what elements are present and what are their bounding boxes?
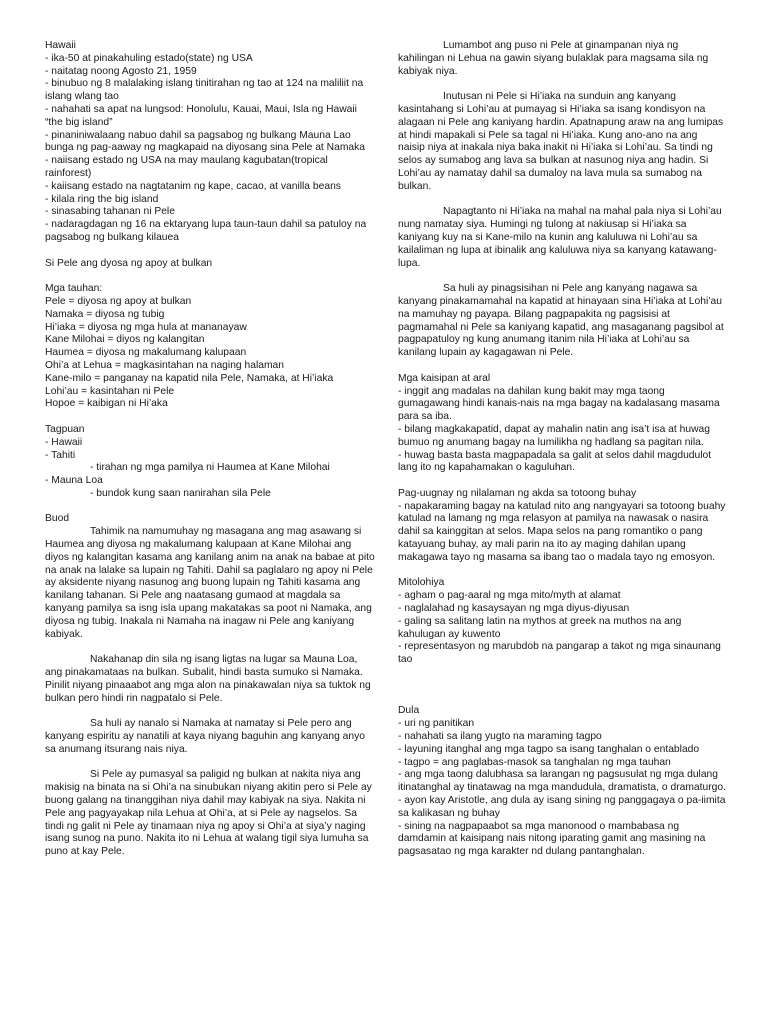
mitolohiya-item: - galing sa salitang latin na mythos at greek na muthos na ang kahulugan ay kuwento (398, 615, 685, 640)
hawaii-fact: - ika-50 at pinakahuling estado(state) ng USA (45, 52, 253, 64)
buod-title: Buod (45, 513, 70, 525)
kaisipan-item: - bilang magkakapatid, dapat ay mahalin natin ang isa’t isa at huwag bumuo ng anumang bagay na lumilikha ng hadlang sa pagitan nila. (398, 423, 713, 448)
hawaii-fact: - pinaniniwalaang nabuo dahil sa pagsabog ng bulkang Mauna Lao bunga ng pag-aaway ng magkapaid na diyosang sina Pele at Namaka (45, 129, 365, 154)
pag-uugnay-text: - napakaraming bagay na katulad nito ang nangyayari sa totoong buahy katulad na lamang ng mga relasyon at pamilya na nawasak o nasira dahil sa kainggitan at selos. Mapa selos na pang romantiko o pang katayuang buhay, ay mali parin na ito ay maging dahilan upang makagawa tayo ng masama sa ibang tao o madala tayo ng emosyon. (398, 500, 729, 563)
buod-paragraph: Sa huli ay nanalo si Namaka at namatay si Pele pero ang kanyang espiritu ay nanatili at kaya niyang baguhin ang kanyang anyo sa anumang itsurang nais niya. (45, 718, 368, 755)
tagpuan-item: - Tahiti (45, 449, 76, 461)
tauhan-item: Namaka = diyosa ng tubig (45, 308, 165, 320)
dula-item: - nahahati sa ilang yugto na maraming tagpo (398, 731, 602, 743)
dula-item: - ang mga taong dalubhasa sa larangan ng pagsusulat ng mga dulang itinatanghal ay tinatawag na mga mandudula, dramatista, o dramaturgo. (398, 769, 726, 794)
tagpuan-subitem: - bundok kung saan nanirahan sila Pele (90, 487, 271, 499)
tagpuan-title: Tagpuan (45, 423, 85, 435)
hawaii-fact: - kilala ring the big island (45, 193, 159, 205)
tauhan-item: Pele = diyosa ng apoy at bulkan (45, 295, 192, 307)
hawaii-fact: - nahahati sa apat na lungsod: Honolulu, Kauai, Maui, Isla ng Hawaii “the big island” (45, 103, 360, 128)
hawaii-fact: - binubuo ng 8 malalaking islang tinitirahan ng tao at 124 na maliliit na islang wlang tao (45, 78, 367, 103)
story-paragraph: Lumambot ang puso ni Pele at ginampanan niya ng kahilingan ni Lehua na gawin siyang bulaklak para magsama sila ng kabiyak niya. (398, 40, 712, 77)
tagpuan-subitem: - tirahan ng mga pamilya ni Haumea at Kane Milohai (90, 462, 330, 474)
tauhan-item: Lohi’au = kasintahan ni Pele (45, 385, 175, 397)
story-paragraph: Sa huli ay pinagsisihan ni Pele ang kanyang nagawa sa kanyang pinakamamahal na kapatid at hinayaan sina Hi’iaka at Lohi’au na mamuhay ng payapa. Bilang pagpapakita ng pagsisisi at pagmamahal ni Pele sa kaniyang kapatid, ang masaganang pagsibol at pagpapatuloy ng kung anumang itanim nila Hi’iaka at Lohi’au sa kanilang lupain ay kagagawan ni Pele. (398, 283, 727, 359)
tauhan-item: Haumea = diyosa ng makalumang kalupaan (45, 347, 247, 359)
hawaii-fact: - nadaragdagan ng 16 na ektaryang lupa taun-taun dahil sa patuloy na pagsabog ng bulkang kilauea (45, 219, 370, 243)
pag-uugnay-title: Pag-uugnay ng nilalaman ng akda sa totoong buhay (398, 487, 637, 499)
dula-item: - layuning itanghal ang mga tagpo sa isang tanghalan o entablado (398, 743, 700, 755)
hawaii-title: Hawaii (45, 40, 76, 51)
story-paragraph: Napagtanto ni Hi’iaka na mahal na mahal pala niya si Lohi’au nung namatay siya. Humingi ng tulong at nakiusap si Hi’iaka sa kaniyang kuy na si Kane-milo na kunin ang kaluluwa ni Lohi’au sa kailaliman ng lupa at ibinalik ang kaluluwa niya sa kanyang katawang-lupa. (398, 206, 725, 269)
tauhan-item: Kane Milohai = diyos ng kalangitan (45, 334, 205, 346)
hawaii-fact: - sinasabing tahanan ni Pele (45, 206, 175, 218)
tauhan-item: Ohi’a at Lehua = magkasintahan na naging halaman (45, 359, 285, 371)
hawaii-fact: - kaiisang estado na nagtatanim ng kape, cacao, at vanilla beans (45, 180, 341, 192)
mitolohiya-item: - agham o pag-aaral ng mga mito/myth at alamat (398, 590, 621, 602)
pele-line: Si Pele ang dyosa ng apoy at bulkan (45, 257, 213, 269)
kaisipan-title: Mga kaisipan at aral (398, 372, 491, 384)
kaisipan-item: - huwag basta basta magpapadala sa galit at selos dahil magdudulot lang ito ng kapahamakan o kaguluhan. (398, 449, 714, 474)
tagpuan-item: - Mauna Loa (45, 475, 103, 487)
dula-item: - sining na nagpapaabot sa mga manonood o mambabasa ng damdamin at kaisipang nais nitong iparating gamit ang masining na pagsasatao ng mga karakter nd dulang pantanghalan. (398, 820, 709, 858)
hawaii-fact: - naitatag noong Agosto 21, 1959 (45, 65, 197, 77)
dula-item: - ayon kay Aristotle, ang dula ay isang sining ng panggagaya o pa-iimita sa kalikasan ng buhay (398, 795, 729, 819)
tauhan-title: Mga tauhan: (45, 283, 103, 295)
right-column (398, 40, 729, 859)
kaisipan-item: - inggit ang madalas na dahilan kung bakit may mga taong gumagawang hindi kanais-nais na mga bagay na kadalasang masama para sa iba. (398, 385, 723, 423)
dula-title: Dula (398, 705, 420, 717)
buod-paragraph: Si Pele ay pumasyal sa paligid ng bulkan at nakita niya ang makisig na binata na si Ohi’a na sinubukan niyang akitin pero si Pele ay buong galang na tinanggihan niya dahil may kabiyak na siya. Nakita ni Pele ang pagyayakap nila Lehua at Ohi’a, at si Pele ay nagselos. Sa tindi ng galit ni Pele ay tinamaan niya ng apoy si Ohi’a at siya’y naging isang sunog na puno. Nakita ito ni Lehua at walang tigil siya lumuha sa puno at kay Pele. (45, 769, 375, 858)
tauhan-item: Hi’iaka = diyosa ng mga hula at mananayaw (45, 321, 247, 333)
hawaii-fact: - naiisang estado ng USA na may maulang kagubatan(tropical rainforest) (45, 155, 331, 179)
buod-paragraph: Tahimik na namumuhay ng masagana ang mag asawang si Haumea ang diyosa ng makalumang kalupaan at Kane Milohai ang diyos ng kalangitan kasama ang kanilang anim na anak na babae at pito na anak na lalake sa lupain ng Tahiti. Dahil sa paglalaro ng apoy ni Pele ay aksidente niyang nasunog ang buong lupain ng Tahiti kasama ang kanilang tahanan. Si Pele ang naatasang gumaod at magdala sa kanyang pamilya sa isng isla upang makatakas sa poot ni Namaka, ang diyosa ng tubig. Inakala ni Namaha na inagaw ni Pele ang kaniyang kabiyak. (45, 526, 378, 640)
tauhan-item: Kane-milo = panganay na kapatid nila Pele, Namaka, at Hi’iaka (45, 372, 334, 384)
buod-paragraph: Nakahanap din sila ng isang ligtas na lugar sa Mauna Loa, ang pinakamataas na bulkan. Subalit, hindi basta sumuko si Namaka. Pinilit niyang pinaaabot ang mga alon na pinakawalan niya sa tuktok ng bulkan pero hindi rin nagpatalo si Pele. (45, 654, 374, 704)
mitolohiya-item: - naglalahad ng kasaysayan ng mga diyus-diyusan (398, 603, 630, 615)
story-paragraph: Inutusan ni Pele si Hi’iaka na sunduin ang kanyang kasintahang si Lohi’au at pumayag si Hi’iaka sa isang kondisyon na alagaan ni Pele ang kaniyang hardin. Apatnapung araw na ang lumipas at hindi mapakali si Pele sa tagal ni Hi’iaka. Kung ano-ano na ang naisip niya at inakala niya baka inakit ni Hi’iaka si Lohi’au. Sa tindi ng selos ay sumabog ang lava sa bulkan at nasunog niya ang hadin. Si Lohi’au ay namatay dahil sa dumaloy na lava mula sa sumabog na bulkan. (398, 91, 727, 192)
tagpuan-item: - Hawaii (45, 436, 83, 448)
dula-item: - uri ng panitikan (398, 718, 475, 730)
left-column (45, 40, 378, 859)
mitolohiya-title: Mitolohiya (398, 577, 445, 589)
dula-item: - tagpo = ang paglabas-masok sa tanghalan ng mga tauhan (398, 756, 671, 768)
tauhan-item: Hopoe = kaibigan ni Hi’aka (45, 398, 168, 410)
mitolohiya-item: - representasyon ng marubdob na pangarap a takot ng mga sinaunang tao (398, 641, 724, 666)
